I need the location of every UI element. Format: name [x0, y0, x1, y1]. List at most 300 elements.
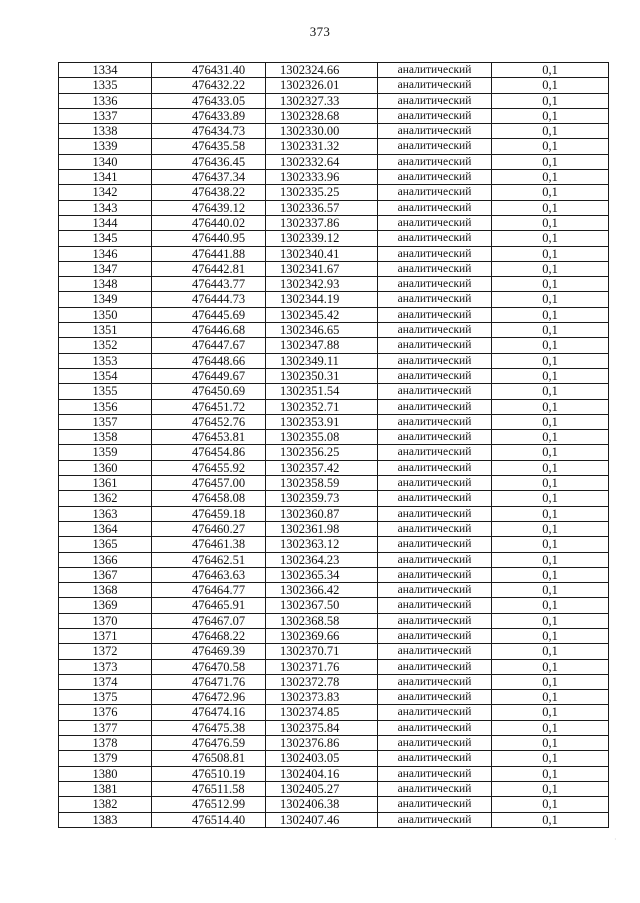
y-coordinate-cell: 1302405.27	[266, 781, 378, 796]
method-cell: аналитический	[378, 460, 492, 475]
method-cell: аналитический	[378, 353, 492, 368]
page-number: 373	[309, 24, 331, 39]
x-coordinate-cell: 476433.05	[152, 93, 266, 108]
accuracy-cell: 0,1	[492, 751, 609, 766]
y-coordinate-cell: 1302365.34	[266, 567, 378, 582]
point-number-cell: 1354	[59, 368, 152, 383]
table-row	[59, 108, 609, 123]
accuracy-cell: 0,1	[492, 491, 609, 506]
x-coordinate-cell: 476441.88	[152, 246, 266, 261]
y-coordinate-cell: 1302366.42	[266, 583, 378, 598]
method-cell: аналитический	[378, 552, 492, 567]
table-row	[59, 781, 609, 796]
table-row	[59, 384, 609, 399]
method-cell: аналитический	[378, 445, 492, 460]
method-cell: аналитический	[378, 736, 492, 751]
point-number-cell: 1344	[59, 215, 152, 230]
method-cell: аналитический	[378, 124, 492, 139]
y-coordinate-cell: 1302328.68	[266, 108, 378, 123]
accuracy-cell: 0,1	[492, 598, 609, 613]
method-cell: аналитический	[378, 368, 492, 383]
point-number-cell: 1383	[59, 812, 152, 827]
point-number-cell: 1353	[59, 353, 152, 368]
table-row	[59, 399, 609, 414]
point-number-cell: 1336	[59, 93, 152, 108]
table-row	[59, 644, 609, 659]
point-number-cell: 1379	[59, 751, 152, 766]
table-row	[59, 445, 609, 460]
point-number-cell: 1370	[59, 613, 152, 628]
method-cell: аналитический	[378, 246, 492, 261]
table-row	[59, 154, 609, 169]
table-row	[59, 736, 609, 751]
y-coordinate-cell: 1302327.33	[266, 93, 378, 108]
table-row	[59, 139, 609, 154]
point-number-cell: 1371	[59, 628, 152, 643]
y-coordinate-cell: 1302360.87	[266, 506, 378, 521]
x-coordinate-cell: 476510.19	[152, 766, 266, 781]
accuracy-cell: 0,1	[492, 537, 609, 552]
method-cell: аналитический	[378, 200, 492, 215]
accuracy-cell: 0,1	[492, 430, 609, 445]
x-coordinate-cell: 476440.02	[152, 215, 266, 230]
method-cell: аналитический	[378, 63, 492, 78]
method-cell: аналитический	[378, 399, 492, 414]
point-number-cell: 1334	[59, 63, 152, 78]
x-coordinate-cell: 476514.40	[152, 812, 266, 827]
y-coordinate-cell: 1302356.25	[266, 445, 378, 460]
table-row	[59, 93, 609, 108]
accuracy-cell: 0,1	[492, 338, 609, 353]
point-number-cell: 1357	[59, 414, 152, 429]
x-coordinate-cell: 476468.22	[152, 628, 266, 643]
y-coordinate-cell: 1302331.32	[266, 139, 378, 154]
y-coordinate-cell: 1302407.46	[266, 812, 378, 827]
point-number-cell: 1352	[59, 338, 152, 353]
point-number-cell: 1369	[59, 598, 152, 613]
point-number-cell: 1361	[59, 476, 152, 491]
table-row	[59, 292, 609, 307]
y-coordinate-cell: 1302363.12	[266, 537, 378, 552]
accuracy-cell: 0,1	[492, 628, 609, 643]
table-row	[59, 613, 609, 628]
accuracy-cell: 0,1	[492, 506, 609, 521]
table-row	[59, 78, 609, 93]
method-cell: аналитический	[378, 414, 492, 429]
accuracy-cell: 0,1	[492, 567, 609, 582]
y-coordinate-cell: 1302406.38	[266, 797, 378, 812]
y-coordinate-cell: 1302339.12	[266, 231, 378, 246]
table-row	[59, 628, 609, 643]
method-cell: аналитический	[378, 185, 492, 200]
point-number-cell: 1345	[59, 231, 152, 246]
y-coordinate-cell: 1302374.85	[266, 705, 378, 720]
table-row	[59, 537, 609, 552]
x-coordinate-cell: 476471.76	[152, 674, 266, 689]
x-coordinate-cell: 476446.68	[152, 323, 266, 338]
point-number-cell: 1372	[59, 644, 152, 659]
y-coordinate-cell: 1302358.59	[266, 476, 378, 491]
method-cell: аналитический	[378, 78, 492, 93]
point-number-cell: 1376	[59, 705, 152, 720]
point-number-cell: 1348	[59, 277, 152, 292]
y-coordinate-cell: 1302336.57	[266, 200, 378, 215]
method-cell: аналитический	[378, 108, 492, 123]
method-cell: аналитический	[378, 323, 492, 338]
table-row	[59, 705, 609, 720]
method-cell: аналитический	[378, 613, 492, 628]
x-coordinate-cell: 476434.73	[152, 124, 266, 139]
y-coordinate-cell: 1302369.66	[266, 628, 378, 643]
x-coordinate-cell: 476439.12	[152, 200, 266, 215]
method-cell: аналитический	[378, 261, 492, 276]
method-cell: аналитический	[378, 567, 492, 582]
method-cell: аналитический	[378, 277, 492, 292]
x-coordinate-cell: 476452.76	[152, 414, 266, 429]
table-row	[59, 567, 609, 582]
point-number-cell: 1335	[59, 78, 152, 93]
x-coordinate-cell: 476469.39	[152, 644, 266, 659]
accuracy-cell: 0,1	[492, 766, 609, 781]
method-cell: аналитический	[378, 215, 492, 230]
table-row	[59, 460, 609, 475]
y-coordinate-cell: 1302404.16	[266, 766, 378, 781]
table-row	[59, 812, 609, 827]
y-coordinate-cell: 1302345.42	[266, 307, 378, 322]
table-row	[59, 185, 609, 200]
accuracy-cell: 0,1	[492, 460, 609, 475]
accuracy-cell: 0,1	[492, 124, 609, 139]
accuracy-cell: 0,1	[492, 399, 609, 414]
method-cell: аналитический	[378, 307, 492, 322]
accuracy-cell: 0,1	[492, 674, 609, 689]
y-coordinate-cell: 1302370.71	[266, 644, 378, 659]
x-coordinate-cell: 476512.99	[152, 797, 266, 812]
y-coordinate-cell: 1302373.83	[266, 690, 378, 705]
point-number-cell: 1374	[59, 674, 152, 689]
method-cell: аналитический	[378, 338, 492, 353]
x-coordinate-cell: 476463.63	[152, 567, 266, 582]
method-cell: аналитический	[378, 812, 492, 827]
point-number-cell: 1364	[59, 521, 152, 536]
method-cell: аналитический	[378, 705, 492, 720]
accuracy-cell: 0,1	[492, 781, 609, 796]
y-coordinate-cell: 1302350.31	[266, 368, 378, 383]
x-coordinate-cell: 476432.22	[152, 78, 266, 93]
table-row	[59, 766, 609, 781]
x-coordinate-cell: 476431.40	[152, 63, 266, 78]
x-coordinate-cell: 476459.18	[152, 506, 266, 521]
point-number-cell: 1365	[59, 537, 152, 552]
y-coordinate-cell: 1302368.58	[266, 613, 378, 628]
x-coordinate-cell: 476450.69	[152, 384, 266, 399]
x-coordinate-cell: 476511.58	[152, 781, 266, 796]
coordinates-table-body	[59, 63, 609, 828]
y-coordinate-cell: 1302332.64	[266, 154, 378, 169]
method-cell: аналитический	[378, 537, 492, 552]
accuracy-cell: 0,1	[492, 63, 609, 78]
table-row	[59, 751, 609, 766]
method-cell: аналитический	[378, 231, 492, 246]
method-cell: аналитический	[378, 674, 492, 689]
accuracy-cell: 0,1	[492, 93, 609, 108]
point-number-cell: 1338	[59, 124, 152, 139]
y-coordinate-cell: 1302367.50	[266, 598, 378, 613]
y-coordinate-cell: 1302337.86	[266, 215, 378, 230]
x-coordinate-cell: 476465.91	[152, 598, 266, 613]
accuracy-cell: 0,1	[492, 185, 609, 200]
method-cell: аналитический	[378, 751, 492, 766]
x-coordinate-cell: 476508.81	[152, 751, 266, 766]
accuracy-cell: 0,1	[492, 200, 609, 215]
accuracy-cell: 0,1	[492, 108, 609, 123]
method-cell: аналитический	[378, 690, 492, 705]
table-row	[59, 598, 609, 613]
method-cell: аналитический	[378, 170, 492, 185]
method-cell: аналитический	[378, 93, 492, 108]
method-cell: аналитический	[378, 521, 492, 536]
y-coordinate-cell: 1302342.93	[266, 277, 378, 292]
x-coordinate-cell: 476464.77	[152, 583, 266, 598]
point-number-cell: 1366	[59, 552, 152, 567]
method-cell: аналитический	[378, 491, 492, 506]
point-number-cell: 1382	[59, 797, 152, 812]
method-cell: аналитический	[378, 384, 492, 399]
y-coordinate-cell: 1302364.23	[266, 552, 378, 567]
accuracy-cell: 0,1	[492, 384, 609, 399]
scan-corner-mark: ·	[614, 835, 617, 844]
table-row	[59, 124, 609, 139]
accuracy-cell: 0,1	[492, 736, 609, 751]
point-number-cell: 1340	[59, 154, 152, 169]
table-row	[59, 323, 609, 338]
table-row	[59, 521, 609, 536]
y-coordinate-cell: 1302326.01	[266, 78, 378, 93]
accuracy-cell: 0,1	[492, 476, 609, 491]
table-row	[59, 368, 609, 383]
point-number-cell: 1378	[59, 736, 152, 751]
table-row	[59, 170, 609, 185]
point-number-cell: 1367	[59, 567, 152, 582]
y-coordinate-cell: 1302333.96	[266, 170, 378, 185]
table-row	[59, 200, 609, 215]
x-coordinate-cell: 476462.51	[152, 552, 266, 567]
accuracy-cell: 0,1	[492, 231, 609, 246]
x-coordinate-cell: 476475.38	[152, 720, 266, 735]
point-number-cell: 1356	[59, 399, 152, 414]
x-coordinate-cell: 476472.96	[152, 690, 266, 705]
point-number-cell: 1343	[59, 200, 152, 215]
accuracy-cell: 0,1	[492, 659, 609, 674]
x-coordinate-cell: 476454.86	[152, 445, 266, 460]
point-number-cell: 1350	[59, 307, 152, 322]
accuracy-cell: 0,1	[492, 613, 609, 628]
x-coordinate-cell: 476440.95	[152, 231, 266, 246]
method-cell: аналитический	[378, 598, 492, 613]
table-row	[59, 277, 609, 292]
x-coordinate-cell: 476467.07	[152, 613, 266, 628]
point-number-cell: 1339	[59, 139, 152, 154]
point-number-cell: 1355	[59, 384, 152, 399]
table-row	[59, 674, 609, 689]
method-cell: аналитический	[378, 476, 492, 491]
accuracy-cell: 0,1	[492, 812, 609, 827]
y-coordinate-cell: 1302403.05	[266, 751, 378, 766]
method-cell: аналитический	[378, 797, 492, 812]
accuracy-cell: 0,1	[492, 277, 609, 292]
point-number-cell: 1362	[59, 491, 152, 506]
accuracy-cell: 0,1	[492, 414, 609, 429]
x-coordinate-cell: 476449.67	[152, 368, 266, 383]
accuracy-cell: 0,1	[492, 307, 609, 322]
y-coordinate-cell: 1302355.08	[266, 430, 378, 445]
y-coordinate-cell: 1302359.73	[266, 491, 378, 506]
accuracy-cell: 0,1	[492, 445, 609, 460]
accuracy-cell: 0,1	[492, 139, 609, 154]
point-number-cell: 1375	[59, 690, 152, 705]
point-number-cell: 1363	[59, 506, 152, 521]
method-cell: аналитический	[378, 430, 492, 445]
point-number-cell: 1349	[59, 292, 152, 307]
table-row	[59, 506, 609, 521]
table-row	[59, 353, 609, 368]
y-coordinate-cell: 1302330.00	[266, 124, 378, 139]
point-number-cell: 1358	[59, 430, 152, 445]
x-coordinate-cell: 476458.08	[152, 491, 266, 506]
point-number-cell: 1346	[59, 246, 152, 261]
method-cell: аналитический	[378, 766, 492, 781]
x-coordinate-cell: 476453.81	[152, 430, 266, 445]
x-coordinate-cell: 476437.34	[152, 170, 266, 185]
point-number-cell: 1342	[59, 185, 152, 200]
table-row	[59, 659, 609, 674]
point-number-cell: 1347	[59, 261, 152, 276]
method-cell: аналитический	[378, 506, 492, 521]
table-row	[59, 583, 609, 598]
table-row	[59, 430, 609, 445]
x-coordinate-cell: 476460.27	[152, 521, 266, 536]
y-coordinate-cell: 1302347.88	[266, 338, 378, 353]
accuracy-cell: 0,1	[492, 261, 609, 276]
table-row	[59, 261, 609, 276]
y-coordinate-cell: 1302376.86	[266, 736, 378, 751]
table-row	[59, 491, 609, 506]
accuracy-cell: 0,1	[492, 215, 609, 230]
x-coordinate-cell: 476451.72	[152, 399, 266, 414]
method-cell: аналитический	[378, 154, 492, 169]
y-coordinate-cell: 1302324.66	[266, 63, 378, 78]
point-number-cell: 1380	[59, 766, 152, 781]
x-coordinate-cell: 476470.58	[152, 659, 266, 674]
table-row	[59, 338, 609, 353]
table-row	[59, 246, 609, 261]
method-cell: аналитический	[378, 720, 492, 735]
y-coordinate-cell: 1302357.42	[266, 460, 378, 475]
accuracy-cell: 0,1	[492, 78, 609, 93]
x-coordinate-cell: 476433.89	[152, 108, 266, 123]
accuracy-cell: 0,1	[492, 521, 609, 536]
accuracy-cell: 0,1	[492, 292, 609, 307]
accuracy-cell: 0,1	[492, 170, 609, 185]
x-coordinate-cell: 476474.16	[152, 705, 266, 720]
point-number-cell: 1377	[59, 720, 152, 735]
accuracy-cell: 0,1	[492, 246, 609, 261]
x-coordinate-cell: 476444.73	[152, 292, 266, 307]
accuracy-cell: 0,1	[492, 154, 609, 169]
accuracy-cell: 0,1	[492, 720, 609, 735]
table-row	[59, 797, 609, 812]
y-coordinate-cell: 1302335.25	[266, 185, 378, 200]
x-coordinate-cell: 476445.69	[152, 307, 266, 322]
accuracy-cell: 0,1	[492, 690, 609, 705]
table-row	[59, 307, 609, 322]
point-number-cell: 1359	[59, 445, 152, 460]
x-coordinate-cell: 476448.66	[152, 353, 266, 368]
x-coordinate-cell: 476438.22	[152, 185, 266, 200]
point-number-cell: 1341	[59, 170, 152, 185]
method-cell: аналитический	[378, 292, 492, 307]
table-row	[59, 476, 609, 491]
y-coordinate-cell: 1302375.84	[266, 720, 378, 735]
method-cell: аналитический	[378, 781, 492, 796]
point-number-cell: 1368	[59, 583, 152, 598]
table-row	[59, 552, 609, 567]
table-row	[59, 690, 609, 705]
y-coordinate-cell: 1302340.41	[266, 246, 378, 261]
method-cell: аналитический	[378, 659, 492, 674]
x-coordinate-cell: 476436.45	[152, 154, 266, 169]
y-coordinate-cell: 1302353.91	[266, 414, 378, 429]
accuracy-cell: 0,1	[492, 644, 609, 659]
point-number-cell: 1373	[59, 659, 152, 674]
x-coordinate-cell: 476442.81	[152, 261, 266, 276]
x-coordinate-cell: 476457.00	[152, 476, 266, 491]
accuracy-cell: 0,1	[492, 323, 609, 338]
x-coordinate-cell: 476476.59	[152, 736, 266, 751]
table-row	[59, 720, 609, 735]
y-coordinate-cell: 1302349.11	[266, 353, 378, 368]
point-number-cell: 1351	[59, 323, 152, 338]
accuracy-cell: 0,1	[492, 583, 609, 598]
accuracy-cell: 0,1	[492, 552, 609, 567]
table-row	[59, 215, 609, 230]
y-coordinate-cell: 1302371.76	[266, 659, 378, 674]
coordinates-table	[58, 62, 609, 828]
method-cell: аналитический	[378, 628, 492, 643]
y-coordinate-cell: 1302352.71	[266, 399, 378, 414]
method-cell: аналитический	[378, 644, 492, 659]
method-cell: аналитический	[378, 583, 492, 598]
y-coordinate-cell: 1302361.98	[266, 521, 378, 536]
table-row	[59, 414, 609, 429]
point-number-cell: 1360	[59, 460, 152, 475]
table-row	[59, 231, 609, 246]
accuracy-cell: 0,1	[492, 705, 609, 720]
x-coordinate-cell: 476443.77	[152, 277, 266, 292]
table-row	[59, 63, 609, 78]
y-coordinate-cell: 1302344.19	[266, 292, 378, 307]
point-number-cell: 1381	[59, 781, 152, 796]
x-coordinate-cell: 476435.58	[152, 139, 266, 154]
accuracy-cell: 0,1	[492, 368, 609, 383]
x-coordinate-cell: 476455.92	[152, 460, 266, 475]
y-coordinate-cell: 1302372.78	[266, 674, 378, 689]
method-cell: аналитический	[378, 139, 492, 154]
x-coordinate-cell: 476447.67	[152, 338, 266, 353]
point-number-cell: 1337	[59, 108, 152, 123]
accuracy-cell: 0,1	[492, 353, 609, 368]
y-coordinate-cell: 1302341.67	[266, 261, 378, 276]
